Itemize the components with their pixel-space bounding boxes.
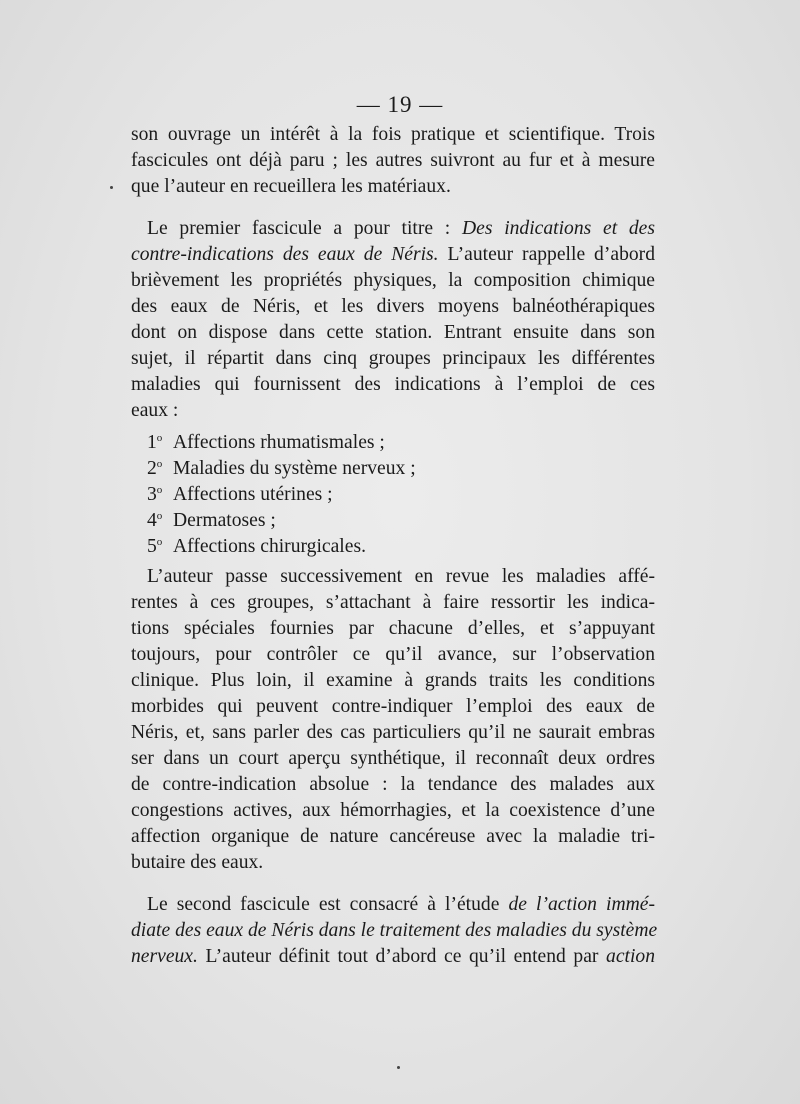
list-degree: o [156, 484, 163, 496]
text-span: Le second fascicule est consacré à l’étude [147, 894, 509, 915]
text-line: dont on dispose dans cette station. Entrant ensuite dans son [131, 322, 655, 343]
text-line: tions spéciales fournies par chacune d’elles, et s’appuyant [131, 618, 655, 639]
list-item [131, 456, 655, 482]
paragraph-1 [131, 122, 655, 200]
list-item [131, 534, 655, 560]
text-line: morbides qui peuvent contre-indiquer l’emploi des eaux de [131, 696, 655, 717]
list-number: 4 [147, 510, 157, 531]
text-line: Néris, et, sans parler des cas particuliers qu’il ne saurait embras [131, 722, 655, 743]
list-item [131, 508, 655, 534]
italic-title: action [606, 946, 655, 967]
text-line: rentes à ces groupes, s’attachant à faire ressortir les indica- [131, 592, 655, 613]
list-number: 1 [147, 432, 157, 453]
page-body [131, 122, 658, 970]
margin-speck [110, 186, 113, 189]
list-text: Affections rhumatismales ; [173, 432, 385, 453]
text-line: affection organique de nature cancéreuse avec la maladie tri- [131, 826, 655, 847]
list-number: 2 [147, 458, 157, 479]
list-degree: o [156, 536, 163, 548]
text-line: eaux : [131, 400, 179, 421]
text-line: que l’auteur en recueillera les matériaux. [131, 176, 451, 197]
italic-title: contre-indications des eaux de Néris. [131, 244, 439, 265]
list-text: Maladies du système nerveux ; [173, 458, 416, 479]
text-span: L’auteur rappelle d’abord [438, 244, 655, 265]
italic-title: nerveux. [131, 946, 198, 967]
page-number: — 19 — [356, 92, 444, 117]
list-text: Affections utérines ; [173, 484, 333, 505]
paragraph-4 [131, 892, 658, 970]
text-line [131, 216, 655, 242]
list-item [131, 482, 655, 508]
text-line: butaire des eaux. [131, 852, 264, 873]
list-item [131, 430, 655, 456]
text-line: ser dans un court aperçu synthétique, il reconnaît deux ordres [131, 748, 655, 769]
text-line: brièvement les propriétés physiques, la composition chimique [131, 270, 655, 291]
text-line: son ouvrage un intérêt à la fois pratique et scientifique. Trois [131, 124, 655, 145]
list-degree: o [156, 458, 163, 470]
list-degree: o [156, 510, 163, 522]
list-text: Affections chirurgicales. [173, 536, 366, 557]
text-line [131, 944, 655, 970]
text-line: L’auteur passe successivement en revue les maladies affé- [147, 566, 655, 587]
text-line: congestions actives, aux hémorrhagies, et la coexistence d’une [131, 800, 655, 821]
text-line: clinique. Plus loin, il examine à grands traits les conditions [131, 670, 655, 691]
italic-title: Des indications et des [461, 218, 656, 239]
text-line: des eaux de Néris, et les divers moyens balnéothérapiques [131, 296, 655, 317]
text-line: de contre-indication absolue : la tendance des malades aux [131, 774, 655, 795]
text-span: L’auteur définit tout d’abord ce qu’il entend par [197, 946, 607, 967]
margin-speck [397, 1066, 400, 1069]
text-line: maladies qui fournissent des indications à l’emploi de ces [131, 374, 655, 395]
groups-list [131, 430, 655, 560]
text-line [131, 918, 658, 944]
italic-title: diate des eaux de Néris dans le traitement des maladies du système [131, 920, 658, 941]
paragraph-2 [131, 216, 655, 424]
list-number: 5 [147, 536, 157, 557]
list-text: Dermatoses ; [173, 510, 276, 531]
text-line: sujet, il répartit dans cinq groupes principaux les différentes [131, 348, 655, 369]
text-span: Le premier fascicule a pour titre : [147, 218, 462, 239]
list-degree: o [156, 432, 163, 444]
italic-title: de l’action immé- [508, 894, 655, 915]
list-number: 3 [147, 484, 157, 505]
text-line: toujours, pour contrôler ce qu’il avance, sur l’observation [131, 644, 655, 665]
paragraph-3 [131, 564, 655, 876]
text-line: fascicules ont déjà paru ; les autres suivront au fur et à mesure [131, 150, 655, 171]
text-line [131, 892, 655, 918]
text-line [131, 242, 655, 268]
